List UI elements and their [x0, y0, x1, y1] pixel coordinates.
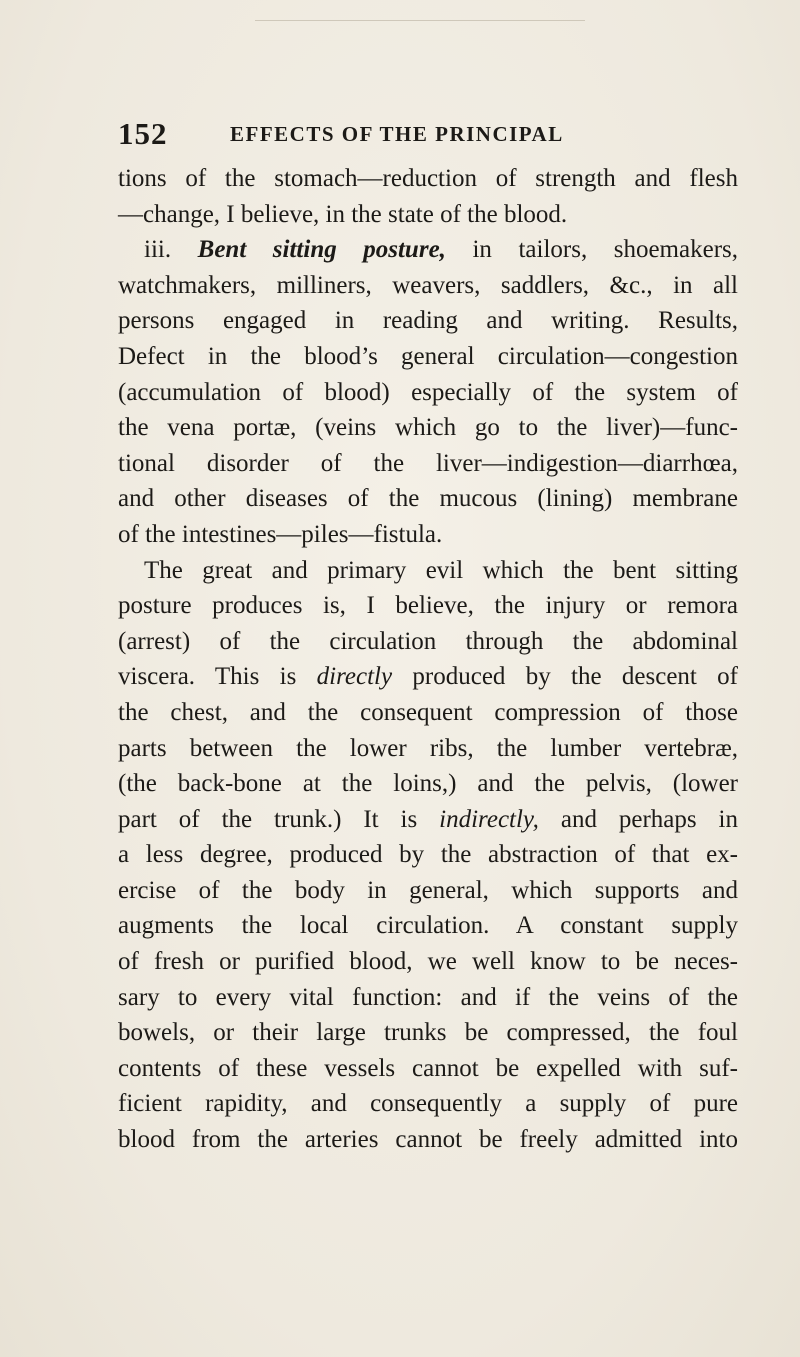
text-line: (the back-bone at the loins,) and the pelvis, (lower — [118, 770, 738, 798]
text-line: the chest, and the consequent compression of those — [118, 698, 738, 726]
text-line: augments the local circulation. A constant supply — [118, 912, 738, 940]
text-line: parts between the lower ribs, the lumber vertebræ, — [118, 734, 738, 762]
text-line: ercise of the body in general, which supports and — [118, 876, 738, 904]
text-run: produced by the descent of — [412, 663, 738, 691]
text-line: blood from the arteries cannot be freely admitted into — [118, 1126, 738, 1154]
text-run: viscera. This is — [118, 663, 297, 691]
text-line: watchmakers, milliners, weavers, saddlers, &c., in all — [118, 271, 738, 299]
text-line: bowels, or their large trunks be compressed, the foul — [118, 1019, 738, 1047]
text-line: posture produces is, I believe, the injury or remora — [118, 592, 738, 620]
section-heading: Bent sitting posture, — [197, 236, 446, 264]
text-line: of fresh or purified blood, we well know to be neces- — [118, 948, 738, 976]
text-run: and perhaps in — [560, 805, 739, 833]
page-number: 152 — [118, 116, 168, 151]
text-run: part of the trunk.) It is — [118, 805, 418, 833]
emphasis: indirectly, — [439, 805, 539, 833]
text-line: tions of the stomach—reduction of strength and flesh — [118, 165, 738, 192]
text-line: Defect in the blood’s general circulation—congestion — [118, 342, 738, 370]
text-run: in tailors, shoemakers, — [472, 236, 739, 264]
text-line: —change, I believe, in the state of the blood. — [118, 200, 568, 228]
text-run: Results, — [658, 307, 739, 335]
section-numeral: iii. — [144, 236, 172, 264]
text-line — [118, 232, 738, 268]
text-line: ficient rapidity, and consequently a supply of pure — [118, 1090, 738, 1118]
top-rule — [255, 20, 585, 21]
text-line — [118, 659, 738, 695]
text-line: (accumulation of blood) especially of the system of — [118, 378, 738, 406]
page-header — [118, 116, 738, 150]
text-line: the vena portæ, (veins which go to the liver)—func- — [118, 414, 738, 442]
text-line — [118, 802, 738, 838]
text-line: and other diseases of the mucous (lining) membrane — [118, 485, 738, 513]
body-text — [118, 161, 738, 1158]
emphasis: directly — [316, 663, 393, 691]
text-line: tional disorder of the liver—indigestion—diarrhœa, — [118, 449, 738, 477]
text-line: of the intestines—piles—fistula. — [118, 520, 443, 548]
text-line: The great and primary evil which the bent sitting — [144, 556, 738, 584]
text-line: sary to every vital function: and if the veins of the — [118, 983, 738, 1011]
text-line: a less degree, produced by the abstraction of that ex- — [118, 841, 738, 869]
running-head: EFFECTS OF THE PRINCIPAL — [230, 122, 564, 146]
text-run: persons engaged in reading and writing. — [118, 307, 630, 335]
text-line: (arrest) of the circulation through the abdominal — [118, 627, 738, 655]
text-line: contents of these vessels cannot be expelled with suf- — [118, 1054, 738, 1082]
text-line — [118, 303, 738, 339]
